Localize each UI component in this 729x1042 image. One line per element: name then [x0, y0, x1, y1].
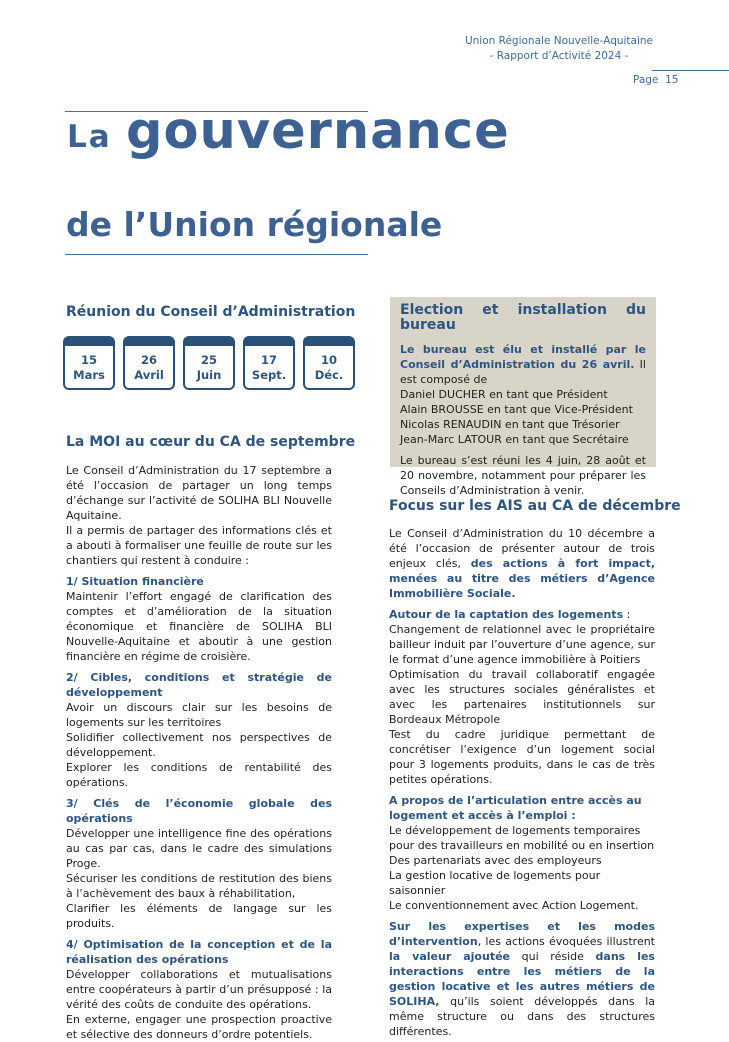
date-day: 15 — [80, 353, 97, 367]
page-title: gouvernance — [126, 102, 510, 161]
ais-intro — [389, 526, 655, 601]
title-article: La — [67, 119, 112, 155]
ais-cap-line: Optimisation du travail collaboratif engagée avec les structures sociales généralistes et avec les partenaires institutionnels sur Bordeaux Métropole — [389, 668, 655, 726]
ais-expertise — [389, 919, 655, 1039]
moi-s2-title: 2/ Cibles, conditions et stratégie de développement — [66, 671, 332, 699]
header-divider — [652, 70, 729, 71]
moi-s4-line: Développer collaborations et mutualisations entre coopérateurs à partir d’un présupposé : la vérité des coûts de conduite des opérations. — [66, 968, 332, 1011]
ais-cap-colon: : — [623, 608, 631, 621]
bureau-meetings: Le bureau s’est réuni les 4 juin, 28 août et 20 novembre, notamment pour préparer les Conseils d’Administration à venir. — [400, 454, 646, 497]
date-day: 25 — [200, 353, 217, 367]
moi-intro-1: Le Conseil d’Administration du 17 septembre a été l’occasion de partager un long temps d’échange sur l’activité de SOLIHA BLI Nouvelle Aquitaine. — [66, 464, 332, 522]
ais-cap-title-text: Autour de la captation des logements — [389, 608, 624, 621]
title-rule-bottom — [65, 254, 368, 255]
date-month: Mars — [73, 368, 105, 382]
header-report: - Rapport d’Activité 2024 - — [489, 50, 629, 62]
moi-s4-line: En externe, engager une prospection proactive et sélective des donneurs d’ordre potentiels. — [66, 1013, 332, 1041]
bureau-heading: Election et installation du bureau — [400, 302, 646, 333]
moi-s1-text: Maintenir l’effort engagé de clarification des comptes et d’amélioration de la situation économique et financière de SOLIHA BLI Nouvelle-Aquitaine et aboutir à une gestion financière en régime de croisière. — [66, 590, 332, 663]
ais-art-line: Le conventionnement avec Action Logement. — [389, 899, 639, 912]
ais-exp-text: , les actions évoquées illustrent — [477, 935, 655, 948]
calendar-icon — [303, 336, 355, 390]
ais-exp-text: qui réside — [510, 950, 596, 963]
moi-section — [66, 463, 332, 1042]
ais-heading: Focus sur les AIS au CA de décembre — [389, 498, 681, 514]
date-month: Juin — [196, 368, 222, 382]
ais-art-line: La gestion locative de logements pour saisonnier — [389, 869, 601, 897]
date-day: 17 — [260, 353, 277, 367]
moi-s4-title: 4/ Optimisation de la conception et de la réalisation des opérations — [66, 938, 332, 966]
report-header — [459, 34, 659, 64]
page-number-value: 15 — [665, 74, 679, 86]
ais-art-title: A propos de l’articulation entre accès au logement et accès à l’emploi : — [389, 794, 642, 822]
ais-art-line: Le développement de logements temporaires pour des travailleurs en mobilité ou en insertion — [389, 824, 655, 852]
moi-heading: La MOI au cœur du CA de septembre — [66, 434, 356, 450]
moi-intro-2: Il a permis de partager des informations clés et a abouti à formaliser une feuille de route sur les chantiers qui restent à conduire : — [66, 524, 332, 567]
moi-s3-line: Sécuriser les conditions de restitution des biens à l’achèvement des baux à réhabilitation, — [66, 872, 332, 900]
ais-cap-line: Changement de relationnel avec le propriétaire bailleur induit par l’ouverture d’une agence, sur le format d’une agence immobilière à Poitiers — [389, 623, 655, 666]
date-day: 26 — [140, 353, 157, 367]
ais-exp-bold: Sur les expertises et les modes d’intervention — [389, 920, 655, 948]
page-subtitle: de l’Union régionale — [66, 205, 443, 244]
meeting-dates — [63, 336, 355, 390]
moi-s3-line: Développer une intelligence fine des opérations au cas par cas, dans le cadre des simulations Proge. — [66, 827, 332, 870]
ais-art-line: Des partenariats avec des employeurs — [389, 854, 602, 867]
calendar-icon — [123, 336, 175, 390]
ais-cap-line: Test du cadre juridique permettant de concrétiser l’exigence d’un logement social pour 3 logements produits, dans le cas de très petites opérations. — [389, 728, 655, 786]
moi-s1-title: 1/ Situation financière — [66, 575, 204, 588]
calendar-icon — [183, 336, 235, 390]
bureau-intro-bold: Le bureau est élu et installé par le Conseil d’Administration du 26 avril. — [400, 343, 646, 371]
date-month: Sept. — [251, 368, 287, 382]
conseil-heading: Réunion du Conseil d’Administration — [66, 304, 356, 320]
bureau-member: Jean-Marc LATOUR en tant que Secrétaire — [400, 433, 629, 446]
bureau-box — [390, 297, 656, 497]
moi-s2-line: Solidifier collectivement nos perspectives de développement. — [66, 731, 332, 759]
moi-s2-line: Explorer les conditions de rentabilité des opérations. — [66, 761, 332, 789]
bureau-intro-rest: Il est composé de — [400, 358, 646, 386]
ais-cap-title — [389, 607, 655, 622]
ais-section — [389, 526, 655, 1039]
ais-intro-text: Le Conseil d’Administration du 10 décembre a été l’occasion de présenter autour de trois enjeux clés, — [389, 527, 655, 570]
calendar-icon — [63, 336, 115, 390]
page-label: Page — [633, 74, 659, 86]
bureau-member: Alain BROUSSE en tant que Vice-Président — [400, 403, 633, 416]
date-month: Avril — [134, 368, 164, 382]
date-month: Déc. — [314, 368, 344, 382]
page-number — [633, 74, 678, 86]
ais-exp-text: qu’ils soient développés dans la même structure ou dans des structures différentes. — [389, 995, 655, 1038]
bureau-intro — [400, 342, 646, 387]
header-org: Union Régionale Nouvelle-Aquitaine — [464, 35, 654, 47]
moi-s2-line: Avoir un discours clair sur les besoins de logements sur les territoires — [66, 701, 332, 729]
bureau-member: Daniel DUCHER en tant que Président — [400, 388, 608, 401]
moi-s3-line: Clarifier les éléments de langage sur les produits. — [66, 902, 332, 930]
ais-intro-bold: des actions à fort impact, menées au titre des métiers d’Agence Immobilière Sociale. — [389, 557, 656, 600]
ais-exp-bold: la valeur ajoutée — [389, 950, 510, 963]
moi-s3-title: 3/ Clés de l’économie globale des opérations — [66, 797, 332, 825]
date-day: 10 — [320, 353, 337, 367]
ais-exp-bold: dans les interactions entre les métiers de la gestion locative et les autres métiers de SOLIHA, — [389, 950, 655, 1008]
calendar-icon — [243, 336, 295, 390]
bureau-member: Nicolas RENAUDIN en tant que Trésorier — [400, 418, 620, 431]
